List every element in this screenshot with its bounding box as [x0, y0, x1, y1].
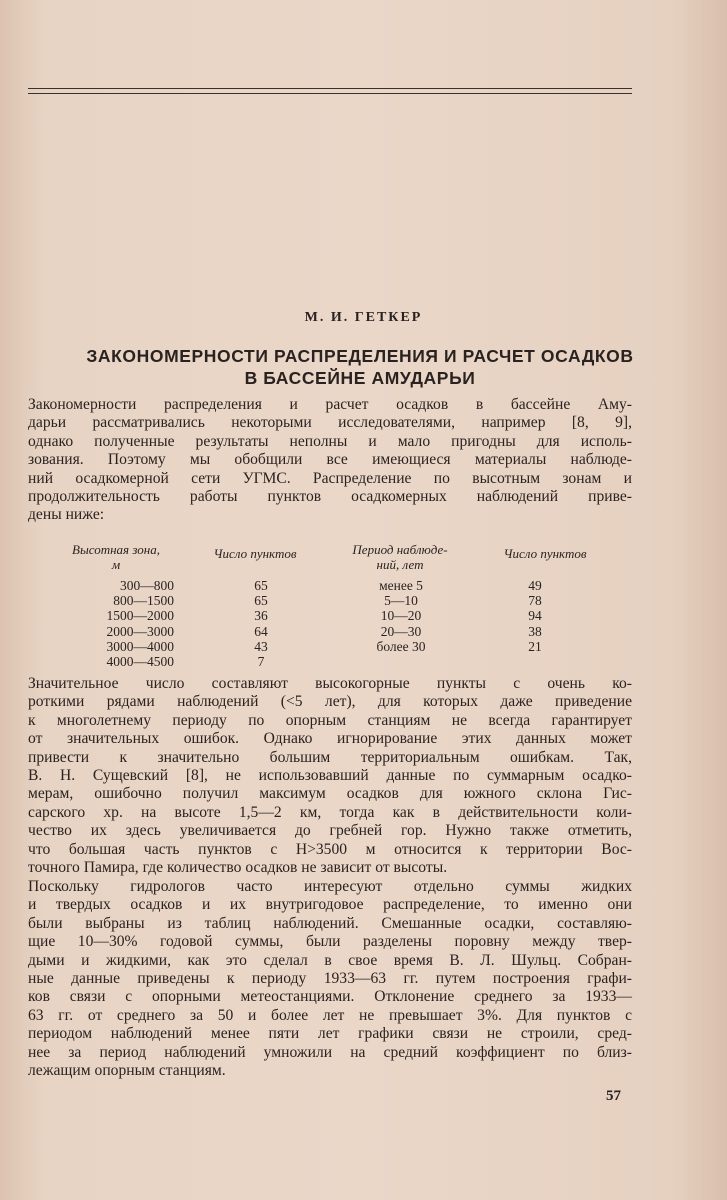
para3-line: были выбраны из таблиц наблюдений. Смешанные осадки, составляю- [28, 914, 632, 932]
article-title [40, 345, 680, 389]
para3-line: периодом наблюдений менее пяти лет графики связи не строили, сред- [28, 1025, 632, 1043]
table-cell-zone-count: 64 [254, 623, 268, 639]
paragraph-high-mountain [28, 675, 632, 877]
para1-line: продолжительность работы пунктов осадкомерных наблюдений приве- [28, 487, 632, 505]
para1-line: ний осадкомерной сети УГМС. Распределение по высотным зонам и [28, 469, 632, 487]
table-header-period: Период наблюде- ний, лет [352, 542, 448, 572]
paragraph-method [28, 878, 632, 1080]
table-header-zone: Высотная зона, м [72, 542, 160, 572]
para2-line: роткими рядами наблюдений (<5 лет), для которых даже приведение [28, 693, 632, 711]
table-cell-period: 20—30 [380, 623, 422, 639]
para1-line: зования. Поэтому мы обобщили все имеющиеся материалы наблюде- [28, 451, 632, 469]
para3-line: щие 10—30% годовой суммы, были разделены поровну между твер- [28, 933, 632, 951]
table-cell-period-count: 78 [528, 593, 542, 609]
title-line-2: В БАССЕЙНЕ АМУДАРЬИ [244, 368, 476, 388]
table-cell-period-count: 94 [528, 608, 542, 624]
table-cell-period-count: 38 [528, 623, 542, 639]
para3-line: лежащим опорным станциям. [28, 1061, 226, 1079]
para2-line: Значительное число составляют высокогорные пункты с очень ко- [28, 675, 632, 692]
table-cell-zone-count: 36 [254, 608, 268, 624]
paragraph-intro [28, 396, 632, 525]
table-cell-period: 10—20 [380, 608, 422, 624]
para1-line: Закономерности распределения и расчет осадков в бассейне Аму- [28, 396, 632, 413]
table-column-period-counts [520, 578, 550, 654]
para3-line: 63 гг. от среднего за 50 и более лет не превышает 3%. Для пунктов с [28, 1006, 632, 1024]
table-cell-zone-count: 65 [254, 578, 268, 593]
table-cell-zone: 1500—2000 [106, 608, 174, 624]
para1-line: дены ниже: [28, 506, 105, 524]
para2-line: точного Памира, где количество осадков не зависит от высоты. [28, 858, 448, 876]
para3-line: ные данные приведены к периоду 1933—63 гг. путем построения графи- [28, 969, 632, 987]
table-header-count-2: Число пунктов [503, 546, 587, 561]
table-cell-zone: 3000—4000 [106, 638, 174, 654]
header-rule-top [28, 88, 632, 89]
para2-line: сарского хр. на высоте 1,5—2 км, тогда как в действительности коли- [28, 803, 632, 821]
para2-line: чество их здесь увеличивается до гребней гор. Нужно также отметить, [28, 822, 632, 840]
table-cell-period: менее 5 [379, 578, 423, 593]
author-name: М. И. ГЕТКЕР [304, 310, 423, 325]
table-cell-zone-count: 43 [254, 638, 268, 654]
para1-line: однако полученные результаты неполны и мало пригодны для исполь- [28, 432, 632, 450]
para2-line: привести к значительно большим территориальным ошибкам. Так, [28, 748, 632, 766]
table-cell-zone: 4000—4500 [106, 653, 174, 669]
header-rule-bottom [28, 93, 632, 94]
para3-line: нее за период наблюдений умножили на средний коэффициент по близ- [28, 1043, 632, 1061]
table-header-count-1: Число пунктов [213, 546, 297, 561]
para3-line: и твердых осадков и их внутригодовое распределение, то именно они [28, 896, 632, 914]
table-cell-zone: 300—800 [120, 578, 174, 593]
page-number: 57 [606, 1088, 621, 1104]
para2-line: к многолетнему периоду по опорным станциям не всегда гарантирует [28, 711, 632, 729]
para2-line: мерам, ошибочно получил максимум осадков для южного склона Гис- [28, 785, 632, 803]
table-cell-zone-count: 7 [257, 653, 265, 669]
table-cell-period-count: 49 [528, 578, 542, 593]
para3-line: Поскольку гидрологов часто интересуют отдельно суммы жидких [28, 878, 632, 895]
para3-line: ков связи с опорными метеостанциями. Отклонение среднего за 1933— [28, 988, 632, 1006]
para3-line: дыми и жидкими, как это сделал в свое время В. Л. Шульц. Собран- [28, 951, 632, 969]
title-line-1: ЗАКОНОМЕРНОСТИ РАСПРЕДЕЛЕНИЯ И РАСЧЕТ ОСАДКОВ [86, 346, 634, 366]
table-column-zone-counts [246, 578, 276, 669]
table-column-periods [360, 578, 442, 654]
para2-line: что большая часть пунктов с H>3500 м относится к территории Вос- [28, 840, 632, 858]
table-column-zones [74, 578, 174, 669]
para1-line: дарьи рассматривались некоторыми исследователями, например [8, 9], [28, 414, 632, 432]
para2-line: от значительных ошибок. Однако игнорирование этих данных может [28, 730, 632, 748]
para2-line: В. Н. Сущевский [8], не использовавший данные по суммарным осадко- [28, 766, 632, 784]
table-cell-zone-count: 65 [254, 593, 268, 609]
table-cell-zone: 2000—3000 [106, 623, 174, 639]
table-cell-period: более 30 [376, 638, 426, 654]
table-cell-period-count: 21 [528, 638, 542, 654]
table-cell-period: 5—10 [384, 593, 418, 609]
table-cell-zone: 800—1500 [113, 593, 174, 609]
